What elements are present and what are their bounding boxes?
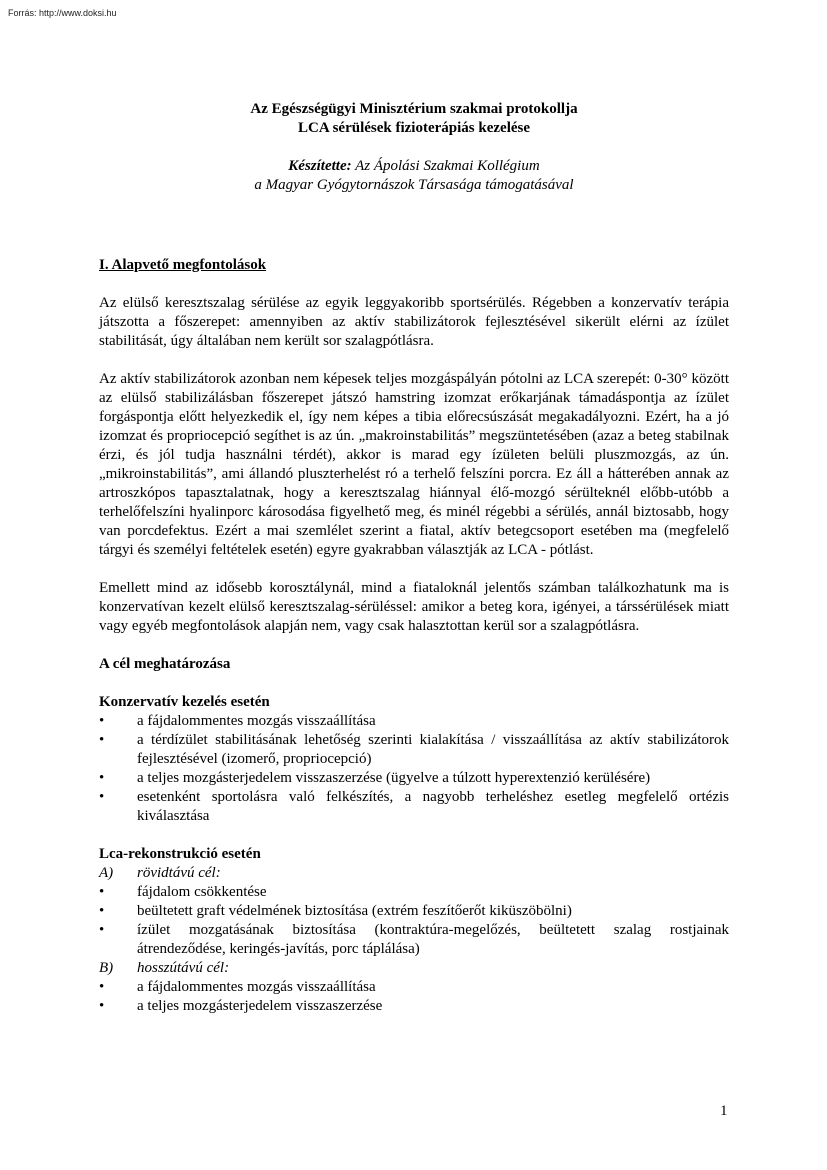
document-page xyxy=(99,100,729,1016)
list-item: • a teljes mozgásterjedelem visszaszerzése xyxy=(99,998,383,1014)
section1-paragraph-2: Az aktív stabilizátorok azonban nem képesek teljes mozgáspályán pótolni az LCA szerepét: 0-30° között az elülső stabilizálásban főszerepet játszó hamstring izomzat erőkarjának támadáspontja az ízület forgáspontja előtt helyezkedik el, így nem képes a tibia előrecsúszását megakadályozni. Ezért, ha a jó izomzat és propriocepció segíthet is az ún. „makroinstabilitás” megszüntetésében (azaz a beteg stabilnak érzi, és jól tudja használni térdét), akkor is marad egy ízületen belüli pluszmozgás, az ún. „mikroinstabilitás”, ami állandó pluszterhelést ró a terhelő felszíni porcra. Ez áll a hátterében annak az artroszkópos tapasztalatnak, hogy a keresztszalag hiánnyal élő-mozgó sérülteknél előbb-utóbb a terhelőfelszíni hyalinporc károsodása figyelhető meg, és minél régebbi a sérülés, annál biztosabb, hogy van porcdefektus. Ezért a mai szemlélet szerint a fiatal, aktív betegcsoport esetében ma (megfelelő tárgyi és személyi feltételek esetén) egyre gyakrabban választják az LCA - pótlást. xyxy=(99,371,729,558)
support-line: a Magyar Gyógytornászok Társasága támogatásával xyxy=(254,177,574,193)
bullet-mark: • xyxy=(99,713,105,729)
bullet-mark: • xyxy=(99,884,105,900)
list-item-short-term: A) rövidtávú cél: xyxy=(99,865,221,881)
list-item-long-term: B) hosszútávú cél: xyxy=(99,960,230,976)
reconstruction-list xyxy=(99,864,729,883)
list-item: • fájdalom csökkentése xyxy=(99,884,267,900)
prepared-label: Készítette: xyxy=(288,158,352,174)
bullet-mark: • xyxy=(99,903,105,919)
long-term-list xyxy=(99,978,729,1016)
bullet-mark: • xyxy=(99,979,105,995)
prepared-by: Az Ápolási Szakmai Kollégium xyxy=(351,158,540,174)
goal-heading: A cél meghatározása xyxy=(99,656,231,672)
page-number: 1 xyxy=(720,1103,728,1119)
list-item: • a térdízület stabilitásának lehetőség szerinti kialakítása / visszaállítása az aktív stabilizátorok fejlesztésével (izomerő, propriocepció) xyxy=(99,732,729,767)
prepared-by-line xyxy=(99,157,729,176)
list-item: • ízület mozgatásának biztosítása (kontraktúra-megelőzés, beültetett szalag rostjainak átrendeződése, keringés-javítás, porc táplálása) xyxy=(99,922,729,957)
reconstruction-heading: Lca-rekonstrukció esetén xyxy=(99,846,261,862)
list-item: • a teljes mozgásterjedelem visszaszerzése (ügyelve a túlzott hyperextenzió kerülésére) xyxy=(99,770,651,786)
list-item: • beültetett graft védelmének biztosítása (extrém feszítőerőt kiküszöbölni) xyxy=(99,903,572,919)
list-item: • a fájdalommentes mozgás visszaállítása xyxy=(99,979,376,995)
bullet-mark: • xyxy=(99,770,105,786)
list-item: • esetenként sportolásra való felkészítés, a nagyobb terheléshez esetleg megfelelő ortézis kiválasztása xyxy=(99,789,729,824)
section1-paragraph-3: Emellett mind az idősebb korosztálynál, mind a fiataloknál jelentős számban találkozhatunk ma is konzervatívan kezelt elülső keresztszalag-sérüléssel: amikor a beteg kora, igényei, a társsérülések miatt vagy egyéb megfontolások alapján nem, vagy csak halasztottan kerül sor a szalagpótlásra. xyxy=(99,580,729,634)
bullet-mark: • xyxy=(99,732,105,748)
section1-paragraph-1: Az elülső keresztszalag sérülése az egyik leggyakoribb sportsérülés. Régebben a konzervatív terápia játszotta a főszerepet: amennyiben az aktív stabilizátorok fejlesztésével sikerült elérni az ízület stabilitását, úgy általában nem került sor szalagpótlásra. xyxy=(99,295,729,349)
bullet-mark: • xyxy=(99,789,105,805)
reconstruction-list-b xyxy=(99,959,729,978)
section1-heading: I. Alapvető megfontolások xyxy=(99,257,267,273)
bullet-mark: • xyxy=(99,998,105,1014)
conservative-list xyxy=(99,712,729,826)
source-url: Forrás: http://www.doksi.hu xyxy=(8,8,117,18)
short-term-list xyxy=(99,883,729,959)
document-title-line1: Az Egészségügyi Minisztérium szakmai protokollja xyxy=(250,101,578,117)
document-title-line2: LCA sérülések fizioterápiás kezelése xyxy=(297,120,531,136)
list-item: • a fájdalommentes mozgás visszaállítása xyxy=(99,713,376,729)
bullet-mark: • xyxy=(99,922,105,938)
conservative-heading: Konzervatív kezelés esetén xyxy=(99,694,270,710)
